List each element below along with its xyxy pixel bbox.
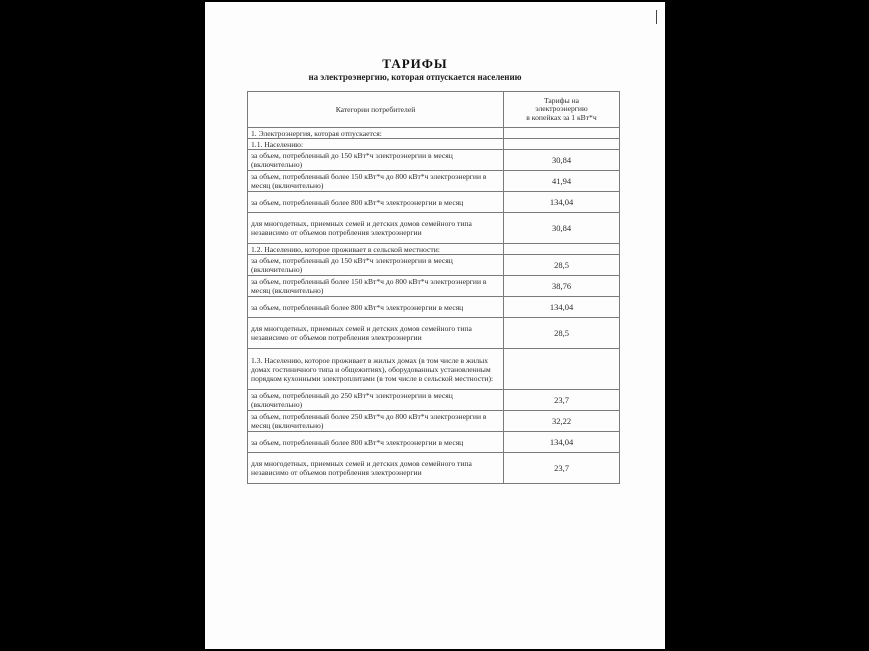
row-category: за объем, потребленный более 800 кВт*ч электроэнергии в месяц (248, 297, 504, 318)
row-category: для многодетных, приемных семей и детских домов семейного типа независимо от объемов потребления электроэнергии (248, 318, 504, 349)
row-tariff (504, 128, 620, 139)
row-tariff (504, 349, 620, 390)
table-row (248, 255, 620, 276)
scanned-page (205, 2, 665, 649)
table-row (248, 244, 620, 255)
table-row (248, 192, 620, 213)
table-row (248, 150, 620, 171)
table-row (248, 318, 620, 349)
table-row (248, 128, 620, 139)
table-row (248, 349, 620, 390)
row-category: за объем, потребленный более 150 кВт*ч до 800 кВт*ч электроэнергии в месяц (включительно) (248, 276, 504, 297)
row-category: за объем, потребленный до 250 кВт*ч электроэнергии в месяц (включительно) (248, 390, 504, 411)
row-tariff: 28,5 (504, 318, 620, 349)
row-tariff: 30,84 (504, 213, 620, 244)
row-category: 1. Электроэнергия, которая отпускается: (248, 128, 504, 139)
row-tariff: 134,04 (504, 432, 620, 453)
row-tariff (504, 244, 620, 255)
row-tariff (504, 139, 620, 150)
row-category: за объем, потребленный более 150 кВт*ч до 800 кВт*ч электроэнергии в месяц (включительно) (248, 171, 504, 192)
table-row (248, 390, 620, 411)
header-tariff-line1: Тарифы на (543, 95, 580, 105)
table-row (248, 453, 620, 484)
tariffs-table (247, 91, 620, 484)
row-category: 1.2. Населению, которое проживает в сельской местности: (248, 244, 504, 255)
row-tariff: 38,76 (504, 276, 620, 297)
row-tariff: 41,94 (504, 171, 620, 192)
row-category: за объем, потребленный до 150 кВт*ч электроэнергии в месяц (включительно) (248, 150, 504, 171)
row-tariff: 134,04 (504, 192, 620, 213)
row-category: за объем, потребленный до 150 кВт*ч электроэнергии в месяц (включительно) (248, 255, 504, 276)
table-row (248, 411, 620, 432)
document-subtitle: на электроэнергию, которая отпускается населению (308, 72, 522, 82)
document-title: ТАРИФЫ (382, 56, 448, 71)
header-tariff-line2: электроэнергию (535, 104, 588, 114)
row-category: за объем, потребленный более 800 кВт*ч электроэнергии в месяц (248, 432, 504, 453)
scan-artifact-mark (656, 10, 657, 24)
table-row (248, 297, 620, 318)
table-row (248, 139, 620, 150)
row-tariff: 30,84 (504, 150, 620, 171)
table-header-row (248, 92, 620, 128)
row-category: за объем, потребленный более 250 кВт*ч до 800 кВт*ч электроэнергии в месяц (включительно) (248, 411, 504, 432)
row-category: для многодетных, приемных семей и детских домов семейного типа независимо от объемов потребления электроэнергии (248, 453, 504, 484)
row-category: 1.3. Населению, которое проживает в жилых домах (в том числе в жилых домах гостиничного типа и общежитиях), оборудованных установленным порядком кухонными электроплитами (в том числе в сельской местности): (248, 349, 504, 390)
header-category: Категории потребителей (248, 92, 504, 128)
table-row (248, 171, 620, 192)
table-row (248, 213, 620, 244)
row-tariff: 32,22 (504, 411, 620, 432)
row-tariff: 23,7 (504, 390, 620, 411)
row-tariff: 23,7 (504, 453, 620, 484)
table-row (248, 276, 620, 297)
header-tariff-line3: в копейках за 1 кВт*ч (526, 112, 597, 122)
row-tariff: 28,5 (504, 255, 620, 276)
row-category: за объем, потребленный более 800 кВт*ч электроэнергии в месяц (248, 192, 504, 213)
table-row (248, 432, 620, 453)
row-tariff: 134,04 (504, 297, 620, 318)
header-tariff (504, 92, 620, 128)
row-category: для многодетных, приемных семей и детских домов семейного типа независимо от объемов потребления электроэнергии (248, 213, 504, 244)
row-category: 1.1. Населению: (248, 139, 504, 150)
